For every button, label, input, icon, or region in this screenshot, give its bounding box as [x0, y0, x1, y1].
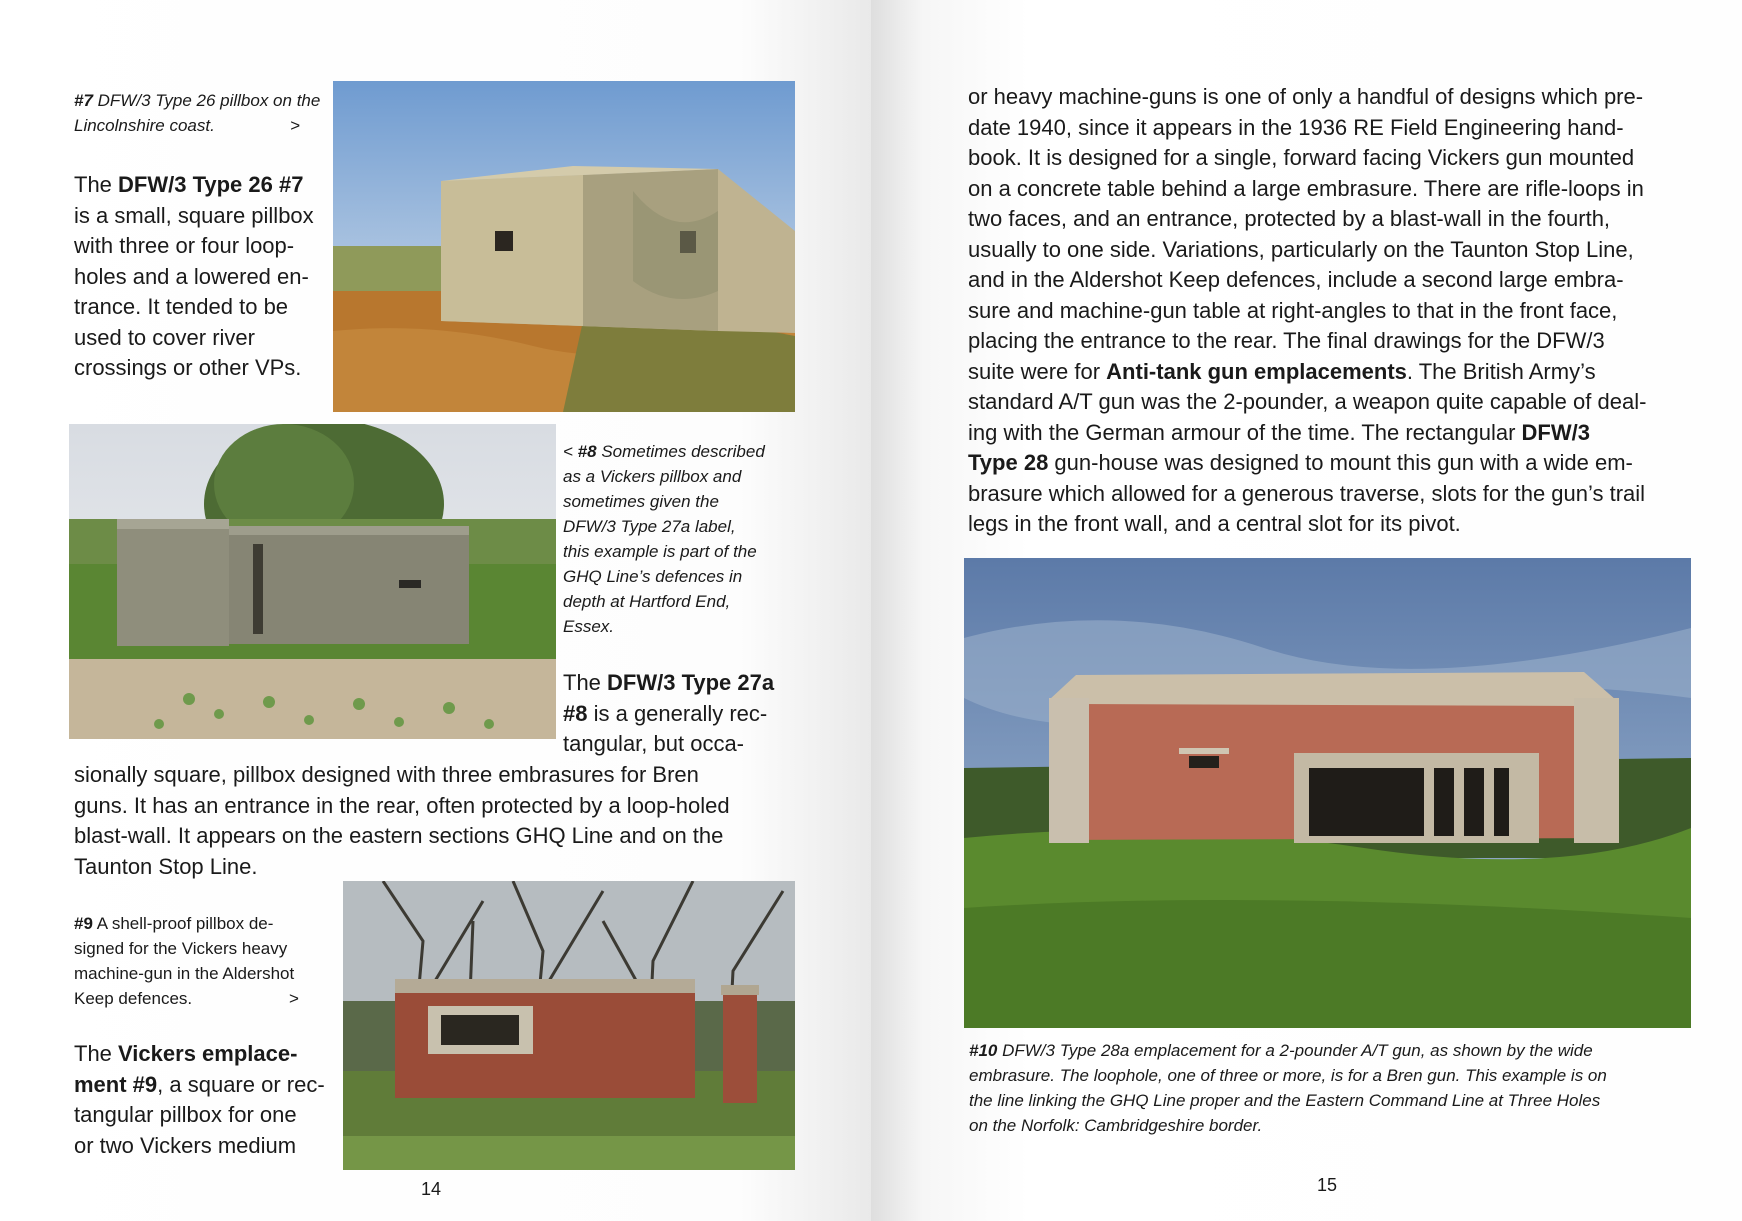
- term-type-27a: DFW/3 Type 27a: [607, 670, 775, 695]
- paragraph-type-26: The DFW/3 Type 26 #7 is a small, square pillbox with three or four loop- holes and a lowered en- trance. It tended to be used to cover river crossings or other VPs.: [74, 172, 314, 380]
- caption-9-pointer: >: [289, 989, 299, 1008]
- caption-10-label: #10: [969, 1041, 998, 1060]
- caption-7-text: DFW/3 Type 26 pillbox on the Lincolnshire coast.: [74, 91, 321, 135]
- term-anti-tank: Anti-tank gun emplacements: [1106, 358, 1407, 384]
- term-type-26: DFW/3 Type 26 #7: [118, 172, 304, 197]
- caption-10: #10 DFW/3 Type 28a emplacement for a 2-pounder A/T gun, as shown by the wide embrasure. The loophole, one of three or more, is for a Bren gun. This example is on the line linking the GHQ Line proper and the Eastern Command Line at Three Holes on the Norfolk: Cambridgeshire border.: [969, 1041, 1607, 1135]
- caption-9: #9 A shell-proof pillbox de- signed for the Vickers heavy machine-gun in the Aldershot Keep defences. >: [74, 911, 344, 1011]
- caption-7-label: #7: [74, 91, 93, 110]
- paragraph-vickers-emplacement: The Vickers emplace- ment #9, a square or rec- tangular pillbox for one or two Vickers medium: [74, 1041, 325, 1158]
- right-page: [871, 0, 1742, 1221]
- photo-7-type-26-pillbox: [333, 81, 795, 412]
- caption-8: < #8 Sometimes described as a Vickers pillbox and sometimes given the DFW/3 Type 27a label, this example is part of the GHQ Line’s defences in depth at Hartford End, Essex.: [563, 442, 765, 636]
- paragraph-type-27a-head: The DFW/3 Type 27a #8 is a generally rec- tangular, but occa-: [563, 670, 775, 756]
- caption-7: [74, 88, 324, 138]
- page-number-left: 14: [421, 1179, 442, 1199]
- caption-8-label: #8: [577, 442, 597, 461]
- caption-7-pointer: >: [290, 116, 300, 135]
- caption-8-pointer: <: [563, 442, 573, 461]
- paragraph-type-27a-body: sionally square, pillbox designed with three embrasures for Bren guns. It has an entrance in the rear, often protected by a loop-holed blast-wall. It appears on the eastern sections GHQ Line and on the Taunton Stop Line.: [74, 762, 730, 879]
- term-vickers-emplacement: Vickers emplace-: [118, 1041, 298, 1066]
- photo-9-vickers-emplacement: [343, 881, 795, 1170]
- term-type-28: Type 28: [968, 450, 1049, 475]
- photo-10-type-28a-emplacement: [964, 558, 1691, 1028]
- caption-9-label: #9: [74, 914, 93, 933]
- photo-8-vickers-pillbox: [69, 424, 556, 739]
- page-number-right: 15: [1317, 1175, 1338, 1195]
- paragraph-right-main: or heavy machine-guns is one of only a handful of designs which pre- date 1940, since it appears in the 1936 RE Field Engineering hand- book. It is designed for a single, forward facing Vickers gun mounted on a concrete table behind a large embrasure. There are rifle-loops in two faces, and an entrance, protected by a blast-wall in the fourth, usually to one side. Variations, particularly on the Taunton Stop Line, and in the Aldershot Keep defences, include a second large embra- sure and machine-gun table at right-angles to that in the front face, placing the entrance to the rear. The final drawings for the DFW/3 suite were for Anti-tank gun emplacements. The British Army’s standard A/T gun was the 2-pounder, a weapon quite capable of deal- ing with the German armour of the time. The rectangular DFW/3 Type 28 gun-house was designed to mount this gun with a wide em- brasure which allowed for a generous traverse, slots for the gun’s trail legs in the front wall, and a central slot for its pivot.: [968, 84, 1647, 536]
